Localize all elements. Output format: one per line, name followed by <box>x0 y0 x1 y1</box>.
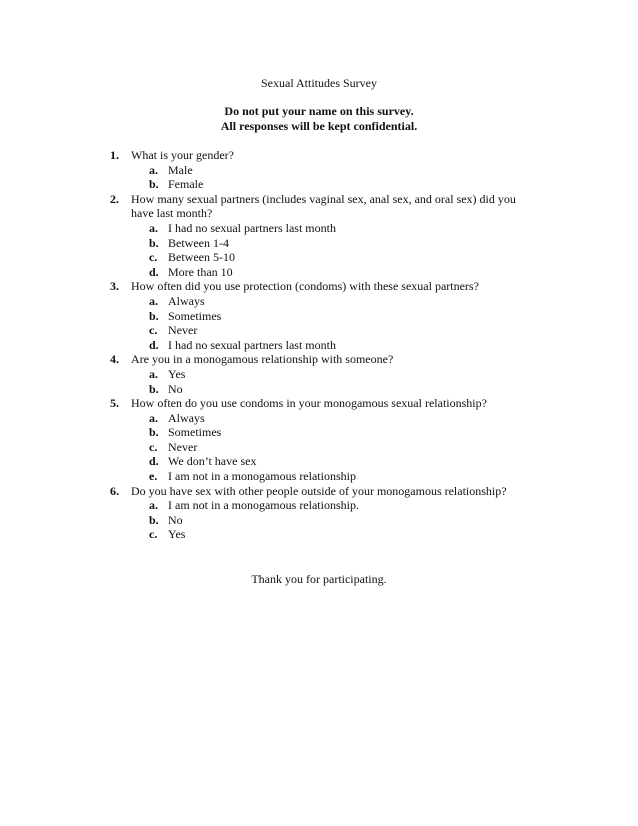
option-letter: c. <box>149 527 158 542</box>
answer-option <box>149 236 550 251</box>
answer-option <box>149 527 550 542</box>
answer-options <box>131 221 550 279</box>
option-letter: d. <box>149 454 159 469</box>
option-text: More than 10 <box>168 264 233 279</box>
question-text: What is your gender? <box>131 148 234 162</box>
answer-option <box>149 440 550 455</box>
answer-option <box>149 323 550 338</box>
option-letter: c. <box>149 323 158 338</box>
question-number: 2. <box>110 191 119 206</box>
answer-option <box>149 265 550 280</box>
option-letter: d. <box>149 264 159 279</box>
option-letter: a. <box>149 410 158 425</box>
option-letter: b. <box>149 381 159 396</box>
option-text: Always <box>168 293 205 308</box>
answer-option <box>149 367 550 382</box>
answer-options <box>131 163 550 192</box>
question-item <box>110 192 550 280</box>
option-text: Female <box>168 177 204 192</box>
option-letter: a. <box>149 220 158 235</box>
option-letter: b. <box>149 177 159 192</box>
question-item <box>110 148 550 192</box>
question-number: 6. <box>110 483 119 498</box>
option-text: I am not in a monogamous relationship <box>168 469 356 484</box>
option-text: Never <box>168 439 198 454</box>
option-letter: a. <box>149 162 158 177</box>
answer-option <box>149 163 550 178</box>
option-text: I had no sexual partners last month <box>168 337 336 352</box>
option-letter: a. <box>149 366 158 381</box>
question-text: Do you have sex with other people outside of your monogamous relationship? <box>131 483 507 498</box>
option-letter: b. <box>149 512 159 527</box>
option-text: We don’t have sex <box>168 454 257 469</box>
notice-line-1: Do not put your name on this survey. <box>224 104 414 118</box>
option-letter: c. <box>149 250 158 265</box>
answer-option <box>149 177 550 192</box>
question-text: How many sexual partners (includes vaginal sex, anal sex, and oral sex) did you have last month? <box>131 191 516 221</box>
option-letter: a. <box>149 293 158 308</box>
answer-option <box>149 221 550 236</box>
option-text: Always <box>168 410 205 425</box>
option-text: Never <box>168 323 198 338</box>
option-letter: e. <box>149 469 158 484</box>
answer-options <box>131 411 550 484</box>
option-letter: a. <box>149 498 158 513</box>
option-text: I had no sexual partners last month <box>168 220 336 235</box>
confidentiality-notice <box>0 104 638 134</box>
option-letter: b. <box>149 308 159 323</box>
question-item <box>110 352 550 396</box>
question-number: 4. <box>110 352 119 367</box>
answer-option <box>149 250 550 265</box>
answer-option <box>149 382 550 397</box>
answer-option <box>149 294 550 309</box>
answer-option <box>149 411 550 426</box>
answer-options <box>131 367 550 396</box>
question-number: 3. <box>110 279 119 294</box>
question-text: Are you in a monogamous relationship with someone? <box>131 352 394 367</box>
option-text: No <box>168 381 183 396</box>
question-number: 1. <box>110 148 119 162</box>
answer-option <box>149 425 550 440</box>
option-text: Yes <box>168 366 186 381</box>
answer-option <box>149 498 550 513</box>
answer-option <box>149 309 550 324</box>
survey-title: Sexual Attitudes Survey <box>261 76 377 90</box>
option-text: Yes <box>168 527 186 542</box>
option-letter: b. <box>149 425 159 440</box>
answer-option <box>149 454 550 469</box>
option-letter: b. <box>149 235 159 250</box>
closing-note: Thank you for participating. <box>251 572 387 586</box>
option-text: Male <box>168 162 193 177</box>
option-text: No <box>168 512 183 527</box>
answer-options <box>131 498 550 542</box>
question-number: 5. <box>110 396 119 411</box>
question-text: How often do you use condoms in your monogamous sexual relationship? <box>131 396 487 411</box>
option-letter: d. <box>149 337 159 352</box>
option-letter: c. <box>149 439 158 454</box>
answer-option <box>149 338 550 353</box>
option-text: Between 5-10 <box>168 250 235 265</box>
question-item <box>110 396 550 484</box>
option-text: Between 1-4 <box>168 235 229 250</box>
option-text: Sometimes <box>168 425 222 440</box>
answer-option <box>149 469 550 484</box>
question-list <box>110 148 550 542</box>
answer-options <box>131 294 550 352</box>
option-text: I am not in a monogamous relationship. <box>168 498 359 513</box>
question-item <box>110 484 550 542</box>
option-text: Sometimes <box>168 308 222 323</box>
notice-line-2: All responses will be kept confidential. <box>220 119 418 133</box>
answer-option <box>149 513 550 528</box>
question-text: How often did you use protection (condoms) with these sexual partners? <box>131 279 479 294</box>
question-item <box>110 279 550 352</box>
